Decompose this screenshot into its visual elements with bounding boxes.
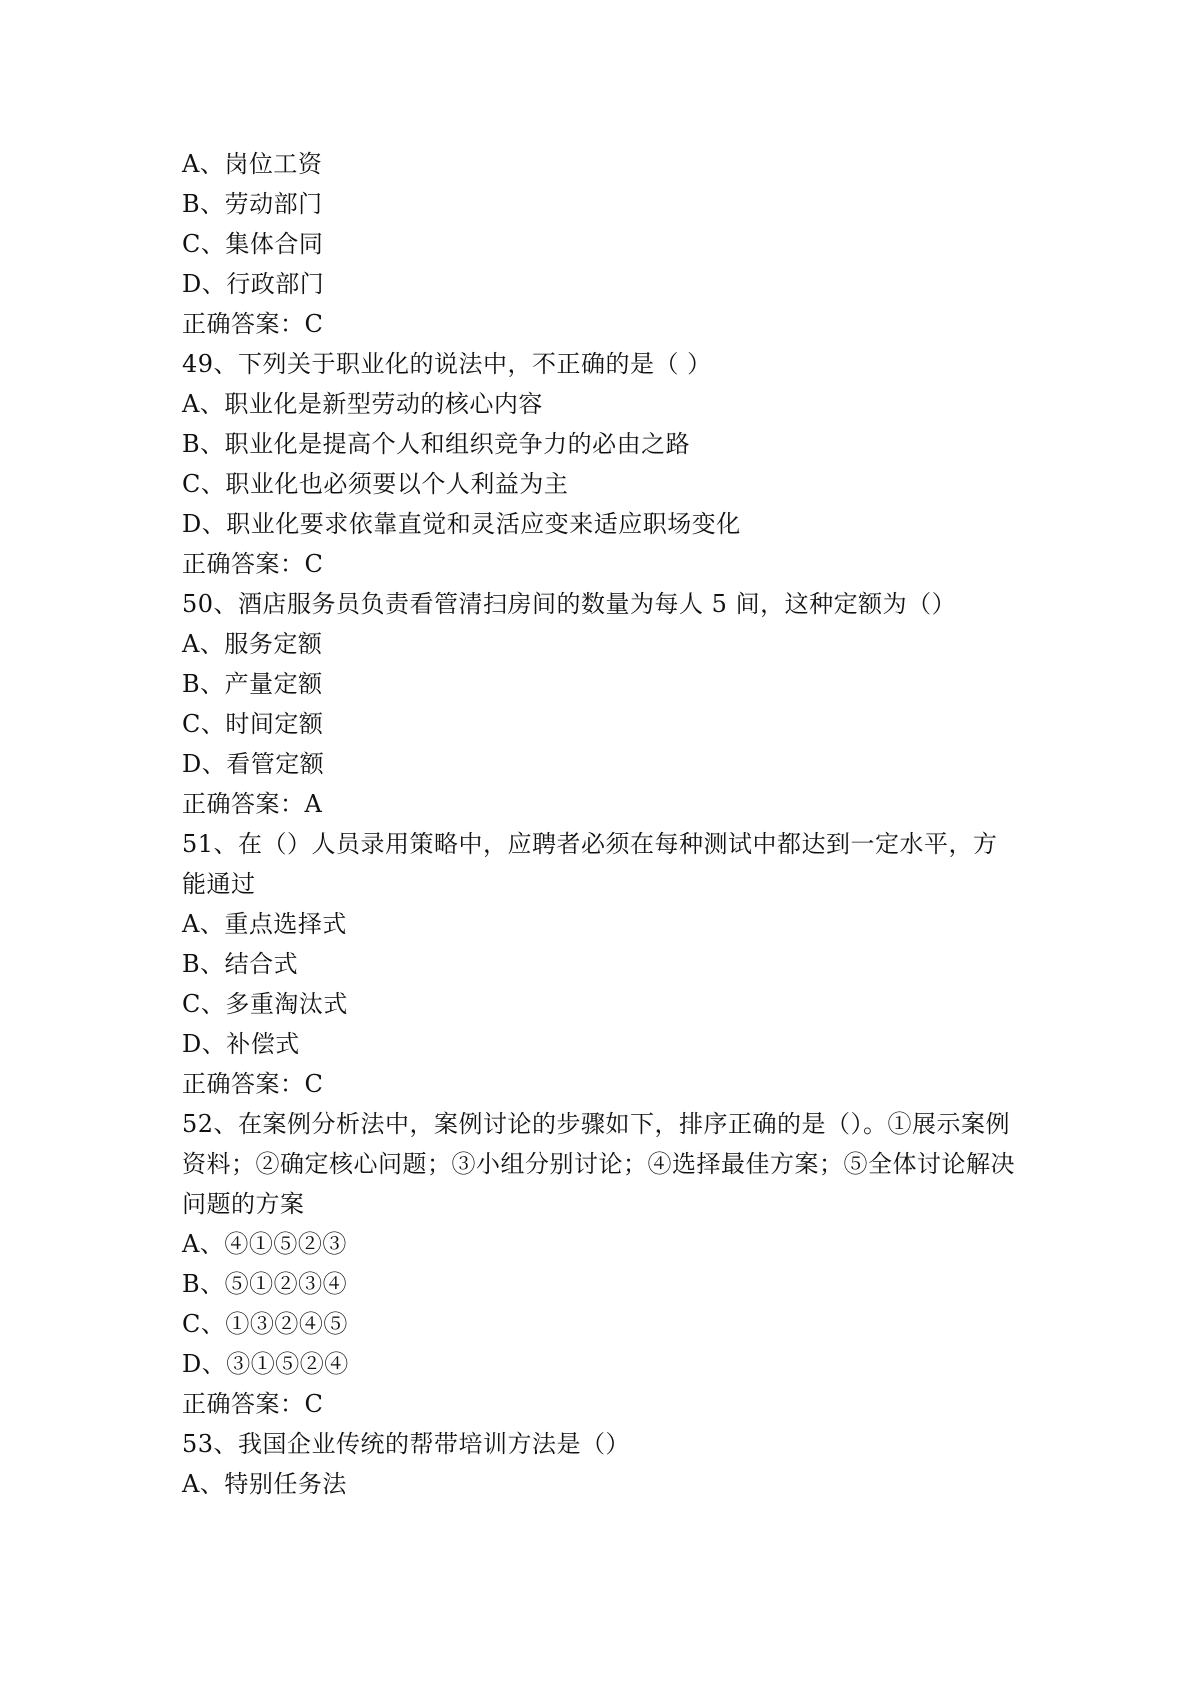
q52-option-a: A、④①⑤②③ (182, 1230, 347, 1258)
question-list (182, 144, 1022, 1504)
option-d-prev: D、行政部门 (182, 270, 325, 298)
q52-answer: 正确答案：C (182, 1390, 324, 1418)
option-b-prev: B、劳动部门 (182, 190, 323, 218)
q51-option-d: D、补偿式 (182, 1030, 300, 1058)
q53-option-a: A、特别任务法 (182, 1470, 347, 1498)
q49-answer: 正确答案：C (182, 550, 324, 578)
q52-option-c: C、①③②④⑤ (182, 1310, 348, 1338)
q50-option-b: B、产量定额 (182, 670, 323, 698)
question-52: 52、在案例分析法中，案例讨论的步骤如下，排序正确的是（）。①展示案例资料；②确定核心问题；③小组分别讨论；④选择最佳方案；⑤全体讨论解决问题的方案 (182, 1110, 1015, 1218)
q49-option-d: D、职业化要求依靠直觉和灵活应变来适应职场变化 (182, 510, 741, 538)
q49-option-b: B、职业化是提高个人和组织竞争力的必由之路 (182, 430, 691, 458)
q51-option-a: A、重点选择式 (182, 910, 347, 938)
q50-option-a: A、服务定额 (182, 630, 323, 658)
question-51: 51、在（）人员录用策略中，应聘者必须在每种测试中都达到一定水平，方能通过 (182, 830, 998, 898)
q52-option-d: D、③①⑤②④ (182, 1350, 349, 1378)
question-53: 53、我国企业传统的帮带培训方法是（） (182, 1430, 631, 1458)
q51-option-b: B、结合式 (182, 950, 299, 978)
q50-option-d: D、看管定额 (182, 750, 325, 778)
question-50: 50、酒店服务员负责看管清扫房间的数量为每人 5 间，这种定额为（） (182, 590, 957, 618)
q49-option-a: A、职业化是新型劳动的核心内容 (182, 390, 543, 418)
q51-option-c: C、多重淘汰式 (182, 990, 348, 1018)
question-49: 49、下列关于职业化的说法中，不正确的是（ ） (182, 350, 712, 378)
q52-option-b: B、⑤①②③④ (182, 1270, 348, 1298)
option-a-prev: A、岗位工资 (182, 150, 323, 178)
option-c-prev: C、集体合同 (182, 230, 324, 258)
answer-prev: 正确答案：C (182, 310, 324, 338)
q50-option-c: C、时间定额 (182, 710, 324, 738)
q50-answer: 正确答案：A (182, 790, 323, 818)
q51-answer: 正确答案：C (182, 1070, 324, 1098)
q49-option-c: C、职业化也必须要以个人利益为主 (182, 470, 569, 498)
